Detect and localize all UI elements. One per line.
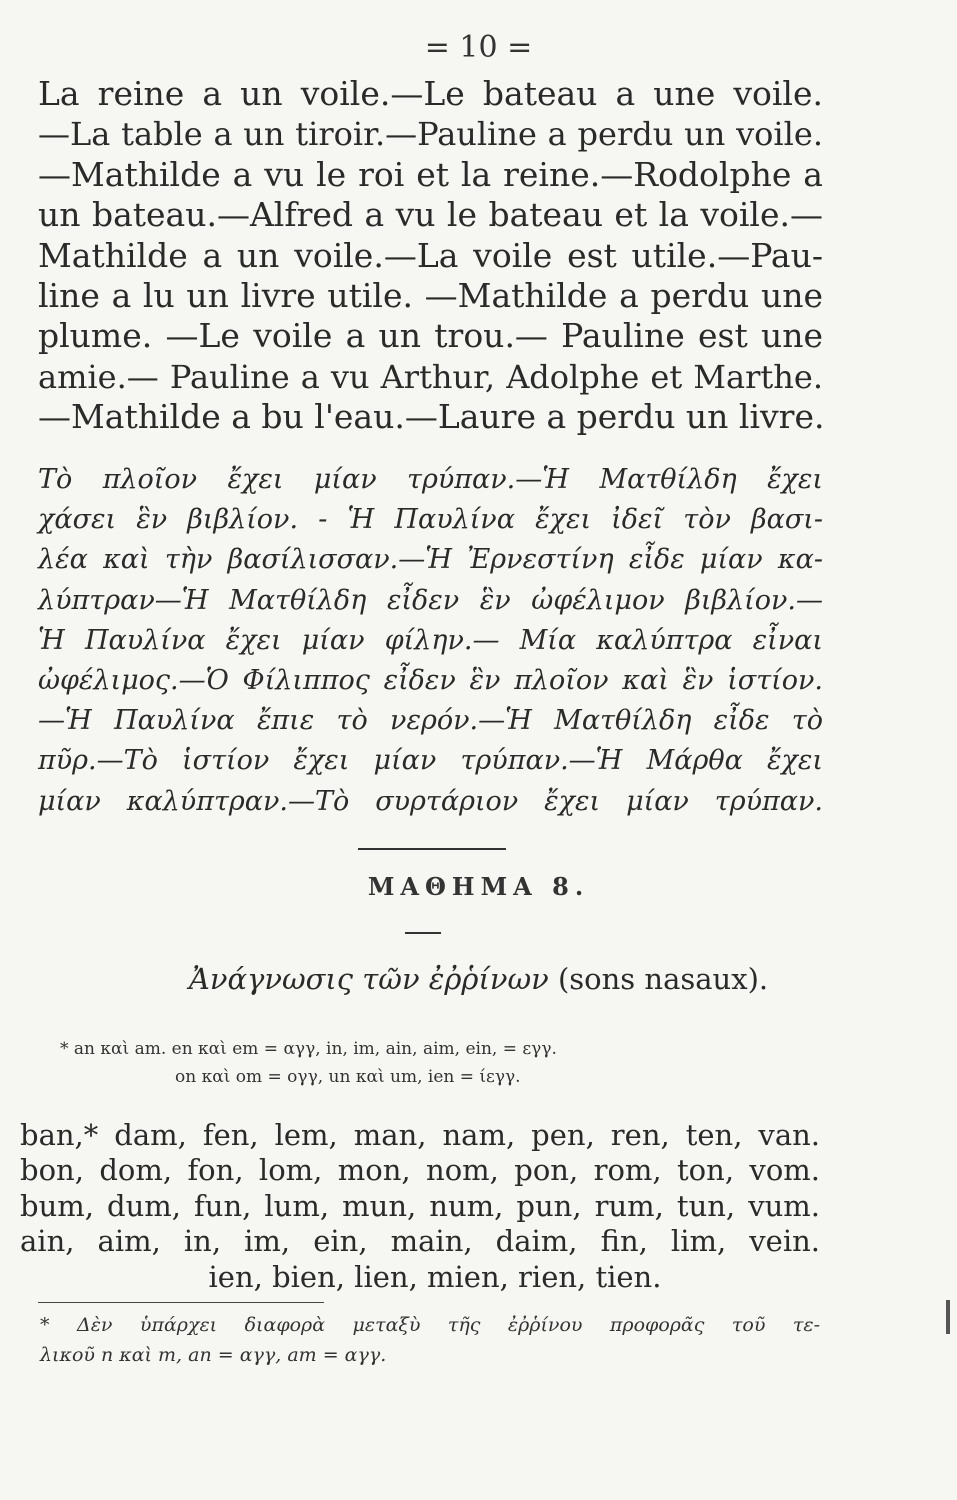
- pronunciation-note-line: on καὶ om = ογγ, un καὶ um, ien = ίεγγ.: [175, 1067, 521, 1087]
- syllable-table: [20, 1118, 820, 1295]
- french-line: —Mathilde a vu le roi et la reine.—Rodolphe a: [38, 154, 823, 194]
- lesson-subtitle: [0, 962, 957, 996]
- french-line: Mathilde a un voile.—La voile est utile.—Pau-: [38, 235, 823, 275]
- greek-line: Ἡ Παυλίνα ἔχει μίαν φίλην.— Μία καλύπτρα εἶναι: [38, 624, 823, 656]
- pronunciation-note-line: * an καὶ am. en καὶ em = αγγ, in, im, ain, aim, ein, = εγγ.: [60, 1039, 557, 1059]
- greek-line: Τὸ πλοῖον ἔχει μίαν τρύπαν.—Ἡ Ματθίλδη ἔχει: [38, 464, 823, 495]
- greek-line: χάσει ἓν βιβλίον. - Ἡ Παυλίνα ἔχει ἰδεῖ τὸν βασι-: [38, 504, 823, 536]
- greek-line: πῦρ.—Τὸ ἱστίον ἔχει μίαν τρύπαν.—Ἡ Μάρθα ἔχει: [38, 745, 823, 777]
- page-number: = 10 =: [424, 30, 533, 65]
- subtitle-french: (sons nasaux).: [557, 962, 769, 996]
- greek-translation-paragraph: [38, 460, 823, 822]
- footnote-divider: [38, 1302, 324, 1303]
- lesson-title: ΜΑΘΗΜΑ 8.: [367, 872, 590, 901]
- greek-line: λύπτραν—Ἡ Ματθίλδη εἶδεν ἓν ὠφέλιμον βιβλίον.—: [38, 584, 823, 616]
- syllable-row: ban,* dam, fen, lem, man, nam, pen, ren, ten, van.: [20, 1118, 820, 1152]
- syllable-row: bum, dum, fun, lum, mun, num, pun, rum, tun, vum.: [20, 1188, 820, 1223]
- footnote: [40, 1310, 820, 1370]
- french-line: —Mathilde a bu l'eau.—Laure a perdu un livre.: [38, 397, 825, 437]
- greek-line: λέα καὶ τὴν βασίλισσαν.—Ἡ Ἐρνεστίνη εἶδε μίαν κα-: [38, 544, 823, 576]
- subtitle-greek: Ἀνάγνωσις τῶν ἐῤῥίνων: [188, 962, 549, 996]
- title-underline: [405, 932, 441, 934]
- syllable-row: ien, bien, lien, mien, rien, tien.: [208, 1259, 662, 1294]
- greek-line: —Ἡ Παυλίνα ἔπιε τὸ νερόν.—Ἡ Ματθίλδη εἶδε τὸ: [38, 705, 823, 737]
- french-line: amie.— Pauline a vu Arthur, Adolphe et Marthe.: [38, 357, 823, 396]
- french-line: plume. —Le voile a un trou.— Pauline est une: [38, 316, 823, 356]
- french-line: line a lu un livre utile. —Mathilde a perdu une: [38, 276, 823, 316]
- greek-line: μίαν καλύπτραν.—Τὸ συρτάριον ἔχει μίαν τρύπαν.: [38, 785, 823, 817]
- syllable-row: ain, aim, in, im, ein, main, daim, fin, lim, vein.: [20, 1224, 820, 1259]
- french-line: un bateau.—Alfred a vu le bateau et la voile.—: [38, 195, 823, 235]
- french-line: La reine a un voile.—Le bateau a une voile.: [38, 74, 823, 113]
- section-divider: [358, 848, 506, 850]
- french-line: —La table a un tiroir.—Pauline a perdu un voile.: [38, 115, 823, 154]
- page-edge-mark: [946, 1300, 950, 1334]
- greek-line: ὠφέλιμος.—Ὁ Φίλιππος εἶδεν ἓν πλοῖον καὶ ἓν ἱστίον.: [38, 665, 823, 697]
- syllable-row: bon, dom, fon, lom, mon, nom, pon, rom, ton, vom.: [20, 1153, 820, 1188]
- french-reading-paragraph: [38, 74, 823, 438]
- footnote-line: * Δὲν ὑπάρχει διαφορὰ μεταξὺ τῆς ἐῤῥίνου προφορᾶς τοῦ τε-: [40, 1314, 820, 1336]
- footnote-line: λικοῦ n καὶ m, an = αγγ, am = αγγ.: [40, 1344, 387, 1366]
